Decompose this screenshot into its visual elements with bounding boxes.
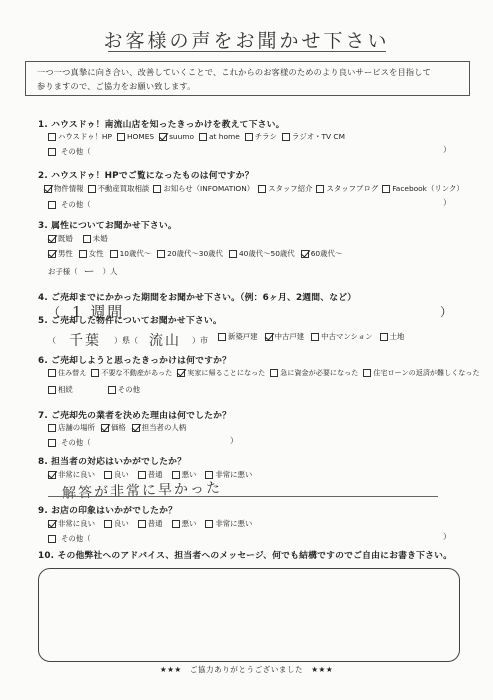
checkbox[interactable] (229, 250, 237, 258)
checkbox[interactable] (104, 471, 112, 479)
q2-options-option-4[interactable] (316, 183, 378, 194)
q4-answer: 1 週間 (72, 303, 125, 321)
option-label: 不要な不動産があった (101, 368, 173, 377)
q2-options-option-0[interactable] (44, 183, 84, 194)
q6-row1-option-0[interactable] (48, 368, 86, 378)
checkbox[interactable] (270, 369, 278, 377)
q9-options-option-3[interactable] (172, 518, 197, 529)
q9-options-option-2[interactable] (138, 518, 163, 529)
q7-other-checkbox[interactable] (48, 439, 56, 447)
q5-prefecture-answer: 千葉 (69, 333, 101, 349)
q5-city-answer: 流山 (149, 333, 181, 349)
checkbox[interactable] (199, 133, 207, 141)
option-label: 新築戸建 (228, 332, 258, 341)
q1-options (48, 131, 345, 142)
q7-options-option-1[interactable] (101, 422, 126, 433)
checked-checkbox[interactable] (265, 333, 273, 341)
checkbox[interactable] (172, 471, 180, 479)
option-label: 良い (113, 519, 129, 528)
option-label: その他 (117, 385, 140, 394)
checkbox[interactable] (157, 250, 165, 258)
q2-other-close: ） (443, 198, 451, 207)
q7-options-option-2[interactable] (132, 422, 186, 433)
option-label: 悪い (181, 519, 197, 528)
q1-options-option-0[interactable] (48, 131, 112, 142)
checkbox[interactable] (218, 333, 226, 341)
checkbox[interactable] (380, 333, 388, 341)
q1-other-close: ） (443, 145, 451, 154)
option-label: 住み替え (58, 368, 87, 377)
option-label: 実家に帰ることになった (187, 368, 266, 377)
checked-checkbox[interactable] (44, 185, 52, 193)
q3-gender-age-option-1[interactable] (79, 248, 104, 259)
q3-gender-age-option-5[interactable] (301, 248, 343, 259)
q1-options-option-2[interactable] (159, 132, 194, 141)
option-label: 中古戸建 (274, 332, 305, 341)
q7-other-label: その他（ (61, 438, 91, 447)
q3-marital-option-1[interactable] (83, 233, 108, 244)
q3-children-suffix: ）人 (102, 266, 118, 276)
q3-children-answer: ー (83, 265, 97, 278)
option-label: 既婚 (58, 234, 73, 243)
option-label: 普通 (147, 519, 163, 528)
q2-other-checkbox[interactable] (48, 201, 56, 209)
option-label: 非常に良い (58, 470, 95, 479)
q7-options (48, 422, 186, 433)
option-label: Facebook（リンク） (392, 184, 464, 193)
checked-checkbox[interactable] (48, 471, 56, 479)
checkbox[interactable] (79, 250, 87, 258)
q9-options (48, 518, 252, 529)
checkbox[interactable] (138, 520, 146, 528)
checkbox[interactable] (48, 369, 56, 377)
checkbox[interactable] (48, 424, 56, 432)
option-label: at home (209, 132, 240, 141)
q6-row1-option-3[interactable] (270, 368, 358, 378)
q2-other-label: その他（ (61, 200, 91, 209)
q3-gender-age-option-4[interactable] (229, 248, 295, 259)
q9-other-label: その他（ (61, 534, 91, 543)
q6-label: 6. ご売却しようと思ったきっかけは何ですか？ (38, 356, 232, 366)
option-label: 女性 (88, 249, 104, 258)
option-label: 非常に悪い (215, 519, 253, 528)
q9-label: 9. お店の印象はいかがでしたか？ (38, 506, 178, 516)
intro-line-1: 一つ一つ真摯に向き合い、改善していくことで、これからのお客様のためのより良いサービスを目指して (37, 67, 432, 77)
checked-checkbox[interactable] (301, 250, 309, 258)
q1-other-row (48, 146, 91, 157)
q8-options-option-2[interactable] (138, 469, 163, 480)
checkbox[interactable] (48, 386, 56, 394)
q3-marital (48, 233, 108, 244)
form-title: お客様の声をお聞かせ下さい (103, 30, 390, 52)
q8-options-option-0[interactable] (48, 469, 95, 480)
checkbox[interactable] (138, 471, 146, 479)
q9-options-option-1[interactable] (104, 518, 129, 529)
q2-options-option-5[interactable] (382, 183, 464, 194)
q5-types-option-0[interactable] (218, 331, 258, 342)
option-label: suumo (169, 132, 195, 141)
option-label: 相続 (58, 385, 73, 394)
option-label: 非常に良い (58, 519, 95, 528)
option-label: スタッフ紹介 (268, 184, 313, 193)
q5-location (48, 330, 208, 350)
q3-children (48, 263, 117, 279)
q10-label: 10. その他弊社へのアドバイス、担当者へのメッセージ、何でも結構ですのでご自由にお書き下さい。 (38, 551, 453, 561)
option-label: お知らせ（INFOMATION） (163, 184, 255, 193)
checkbox[interactable] (88, 185, 96, 193)
option-label: 担当者の人柄 (141, 423, 187, 432)
checked-checkbox[interactable] (101, 424, 109, 432)
q5-label: 5. ご売却した物件についてお聞かせ下さい。 (38, 316, 222, 326)
checkbox[interactable] (110, 250, 118, 258)
q7-other-close: ） (230, 436, 238, 445)
option-label: 60歳代～ (310, 249, 343, 258)
q3-gender-age-option-2[interactable] (110, 248, 152, 259)
q2-options-option-3[interactable] (258, 183, 312, 194)
q6-row2-option-0[interactable] (48, 384, 73, 395)
q4-open: （ (48, 305, 61, 319)
checkbox[interactable] (172, 520, 180, 528)
q7-other-row (48, 437, 91, 448)
intro-line-2: 参りますので、ご協力をお願い致します。 (37, 81, 196, 91)
q1-options-option-1[interactable] (117, 132, 154, 141)
checkbox[interactable] (205, 520, 213, 528)
q5-types-option-2[interactable] (311, 331, 372, 342)
option-label: 未婚 (92, 234, 108, 243)
q2-options-option-2[interactable] (153, 183, 254, 194)
option-label: 良い (113, 470, 129, 479)
checkbox[interactable] (311, 333, 319, 341)
checkbox[interactable] (104, 520, 112, 528)
option-label: 不動産買取相談 (97, 184, 150, 193)
q3-marital-option-0[interactable] (48, 233, 73, 244)
option-label: 悪い (181, 470, 197, 479)
q1-label: 1. ハウスドゥ！南流山店を知ったきっかけを教えて下さい。 (38, 120, 285, 130)
q9-options-option-0[interactable] (48, 518, 95, 529)
q2-options-option-1[interactable] (88, 183, 150, 194)
q3-gender-age-option-0[interactable] (48, 248, 73, 259)
q8-comment-line (48, 496, 438, 497)
checked-checkbox[interactable] (48, 235, 56, 243)
option-label: 価格 (110, 423, 126, 432)
q7-options-option-0[interactable] (48, 422, 95, 433)
option-label: チラシ (254, 132, 277, 141)
option-label: 中古マンション (321, 332, 373, 341)
checkbox[interactable] (382, 185, 390, 193)
q5-types-option-1[interactable] (265, 331, 305, 342)
q10-free-comment-box[interactable] (38, 568, 460, 662)
option-label: 住宅ローンの返済が難しくなった (373, 368, 480, 377)
q6-row1-option-1[interactable] (91, 368, 172, 378)
checkbox[interactable] (83, 235, 91, 243)
q6-row1-option-2[interactable] (177, 368, 265, 378)
checkbox[interactable] (117, 133, 125, 141)
q9-options-option-4[interactable] (205, 518, 252, 529)
checkbox[interactable] (91, 369, 99, 377)
checkbox[interactable] (48, 133, 56, 141)
checked-checkbox[interactable] (132, 424, 140, 432)
q1-other-label: その他（ (61, 147, 91, 156)
q6-row-2 (48, 384, 140, 395)
checkbox[interactable] (282, 133, 290, 141)
option-label: 20歳代～30歳代 (167, 249, 223, 258)
title-underline (108, 51, 386, 52)
q6-row-1 (48, 368, 480, 378)
option-label: 非常に悪い (215, 470, 253, 479)
option-label: 物件情報 (54, 184, 84, 193)
option-label: HOMES (126, 132, 155, 141)
option-label: ラジオ・TV CM (291, 132, 345, 141)
q3-gender-age-option-3[interactable] (157, 248, 223, 259)
q6-row1-option-4[interactable] (363, 368, 479, 378)
q6-row2-option-1[interactable] (108, 384, 140, 395)
option-label: 40歳代～50歳代 (238, 249, 295, 258)
option-label: 店舗の場所 (58, 423, 95, 432)
q4-label: 4. ご売却までにかかった期間をお聞かせ下さい。（例：6ヶ月、2週間、など） (38, 293, 357, 303)
option-label: 男性 (58, 249, 73, 258)
option-label: ハウスドゥ！HP (58, 132, 112, 141)
q8-label: 8. 担当者の対応はいかがでしたか？ (38, 457, 187, 467)
q9-other-row (48, 533, 91, 544)
q8-options-option-1[interactable] (104, 469, 129, 480)
q1-options-option-3[interactable] (199, 132, 240, 141)
q3-gender-age (48, 248, 342, 259)
q2-options (44, 183, 464, 194)
q1-options-option-4[interactable] (245, 131, 277, 142)
checked-checkbox[interactable] (177, 369, 185, 377)
option-label: 急に資金が必要になった (280, 368, 359, 377)
checkbox[interactable] (108, 386, 116, 394)
option-label: スタッフブログ (326, 184, 379, 193)
q2-label: 2. ハウスドゥ！HPでご覧になったものは何ですか？ (38, 171, 254, 181)
option-label: 普通 (147, 470, 163, 479)
checkbox[interactable] (363, 369, 371, 377)
q5-city-suffix: ）市 (192, 335, 208, 345)
q5-open: （ (48, 335, 56, 345)
checked-checkbox[interactable] (48, 520, 56, 528)
q1-other-checkbox[interactable] (48, 148, 56, 156)
q1-options-option-5[interactable] (282, 131, 345, 142)
q5-types-option-3[interactable] (380, 331, 405, 342)
checkbox[interactable] (258, 185, 266, 193)
checked-checkbox[interactable] (159, 133, 167, 141)
intro-box (25, 61, 470, 96)
q3-label: 3. 属性についてお聞かせ下さい。 (38, 221, 177, 231)
checkbox[interactable] (153, 185, 161, 193)
q8-comment: 解答が非常に早かった (61, 480, 223, 502)
q7-label: 7. ご売却先の業者を決めた理由は何でしたか？ (38, 411, 232, 421)
q5-types (218, 331, 404, 342)
q2-other-row (48, 199, 91, 210)
footer-thanks: ★★★ ご協力ありがとうございました ★★★ (159, 665, 334, 674)
q9-other-close: ） (443, 532, 451, 541)
q3-children-prefix: お子様（ (48, 266, 78, 276)
checkbox[interactable] (245, 133, 253, 141)
checked-checkbox[interactable] (48, 250, 56, 258)
option-label: 土地 (389, 332, 405, 341)
checkbox[interactable] (316, 185, 324, 193)
q9-other-checkbox[interactable] (48, 535, 56, 543)
q5-prefecture-suffix: ）県（ (114, 335, 138, 345)
option-label: 10歳代～ (119, 249, 152, 258)
q4-close: ） (440, 305, 453, 319)
